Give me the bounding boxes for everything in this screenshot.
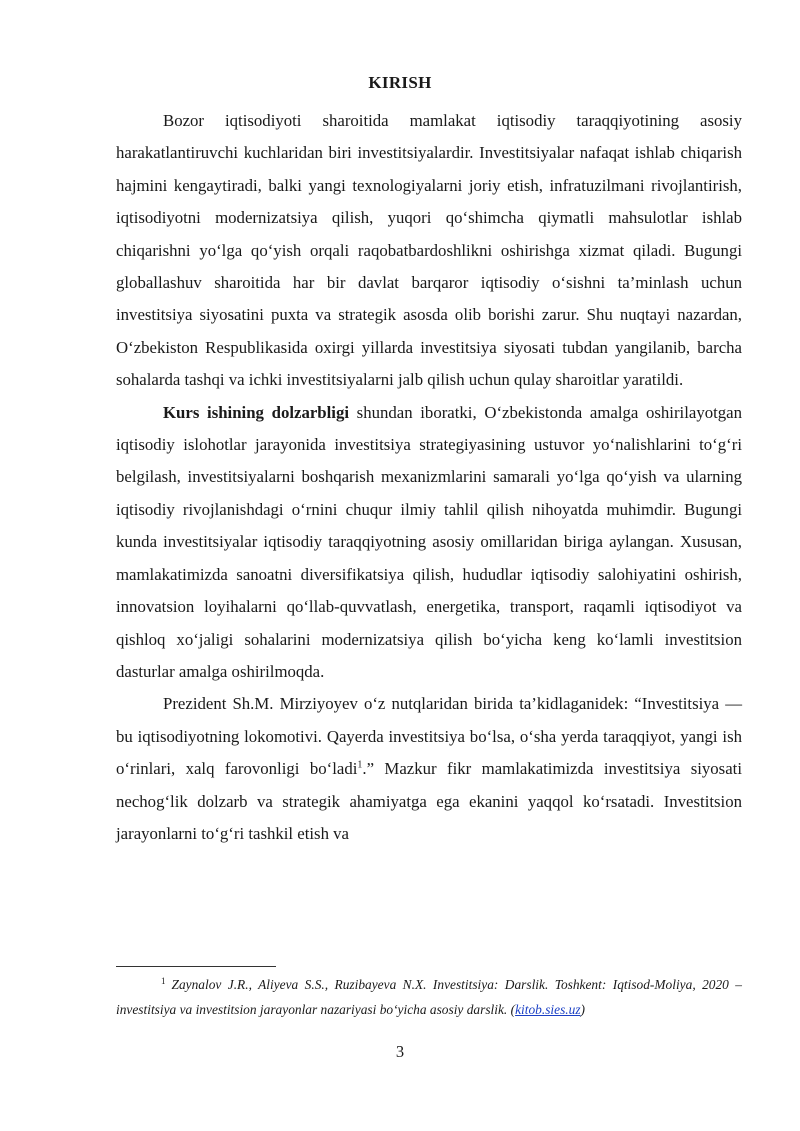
- footnote-number: 1: [161, 975, 166, 986]
- body-text: [116, 105, 742, 850]
- page-number: 3: [395, 1042, 405, 1061]
- paragraph-relevance: [116, 397, 742, 689]
- relevance-text: shundan iboratki, O‘zbekistonda amalga oshirilayotgan iqtisodiy islohotlar jarayonida investitsiya strategiyasining ustuvor yo‘nalishlarini to‘g‘ri belgilash, investitsiyalarni boshqarish mexanizmlarini samarali yo‘lga qo‘yish va ularning iqtisodiy rivojlanishdagi o‘rnini chuqur ilmiy tahlil qilish nihoyatda muhimdir. Bugungi kunda investitsiyalar iqtisodiy taraqqiyotning asosiy omillaridan biriga aylangan. Xususan, mamlakatimizda sanoatni diversifikatsiya qilish, hududlar iqtisodiy salohiyatini oshirish, innovatsion loyihalarni qo‘llab-quvvatlash, energetika, transport, raqamli iqtisodiyot va qishloq xo‘jaligi sohalarini modernizatsiya qilish bo‘yicha keng ko‘lamli investitsion dasturlar amalga oshirilmoqda.: [116, 402, 742, 681]
- paragraph-intro: Bozor iqtisodiyoti sharoitida mamlakat iqtisodiy taraqqiyotining asosiy harakatlantiruvchi kuchlaridan biri investitsiyalardir. Investitsiyalar nafaqat ishlab chiqarish hajmini kengaytiradi, balki yangi texnologiyalarni joriy etish, infratuzilmani rivojlantirish, iqtisodiyotni modernizatsiya qilish, yuqori qo‘shimcha qiymatli mahsulotlar ishlab chiqarishni yo‘lga qo‘yish orqali raqobatbardoshlikni oshirishga xizmat qiladi. Bugungi globallashuv sharoitida har bir davlat barqaror iqtisodiy o‘sishni ta’minlash uchun investitsiya siyosatini puxta va strategik asosda olib borishi zarur. Shu nuqtayi nazardan, O‘zbekiston Respublikasida oxirgi yillarda investitsiya siyosati tubdan yangilanib, barcha sohalarda tashqi va ichki investitsiyalarni jalb qilish uchun qulay sharoitlar yaratildi.: [116, 111, 742, 390]
- paragraph-president-quote: [116, 688, 742, 850]
- quote-text-start: Prezident Sh.M. Mirziyoyev o‘z nutqlaridan birida ta’kidlaganidek: “Investitsiya — bu iqtisodiyotning lokomotivi. Qayerda investitsiya bo‘lsa, o‘sha yerda taraqqiyot, yangi ish o‘rinlari, xalq farovonligi bo‘ladi: [116, 694, 742, 779]
- section-title: KIRISH: [368, 73, 432, 92]
- footnote-close: ): [580, 1002, 586, 1017]
- footnote: [116, 972, 742, 1022]
- footnote-separator: [116, 966, 276, 967]
- relevance-heading: Kurs ishining dolzarbligi: [163, 402, 349, 422]
- footnote-text: Zaynalov J.R., Aliyeva S.S., Ruzibayeva N.X. Investitsiya: Darslik. Toshkent: Iqtisod-Moliya, 2020 – investitsiya va investitsion jarayonlar nazariyasi bo‘yicha asosiy darslik. (: [116, 977, 742, 1017]
- quote-text-end: .” Mazkur fikr mamlakatimizda investitsiya siyosati nechog‘lik dolzarb va strategik ahamiyatga ega ekanini yaqqol ko‘rsatadi. Investitsion jarayonlarni to‘g‘ri tashkil etish va: [116, 759, 742, 843]
- footnote-link[interactable]: kitob.sies.uz: [515, 1002, 581, 1017]
- footnote-reference[interactable]: 1: [357, 759, 363, 771]
